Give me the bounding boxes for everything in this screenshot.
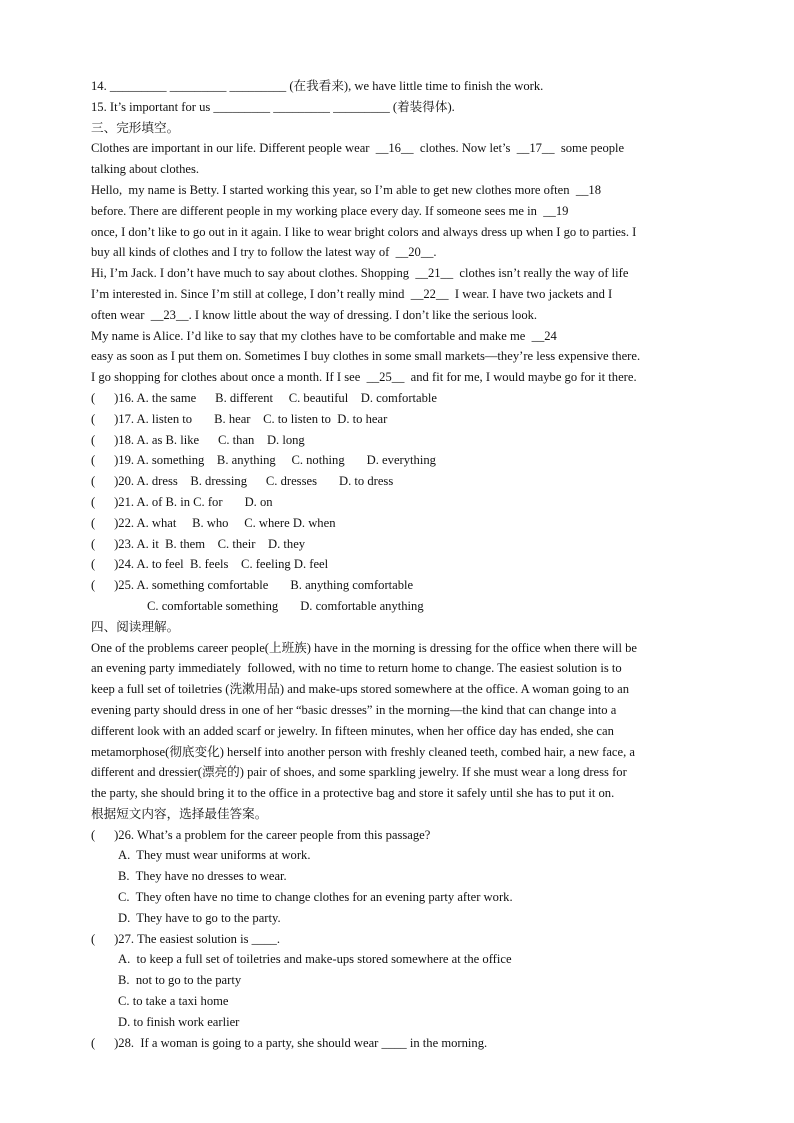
option-27b: B. not to go to the party: [118, 973, 242, 988]
cloze-question-20: ( )20. A. dress B. dressing C. dresses D. to dress: [91, 474, 394, 489]
cloze-section-heading: 三、完形填空。: [91, 120, 180, 135]
cloze-question-16: ( )16. A. the same B. different C. beautiful D. comfortable: [91, 390, 438, 405]
reading-question-28: ( )28. If a woman is going to a party, she should wear ____ in the morning.: [91, 1035, 488, 1050]
cloze-line: I go shopping for clothes about once a month. If I see __25__ and fit for me, I would maybe go for it there.: [91, 370, 637, 385]
reading-line: an evening party immediately followed, with no time to return home to change. The easiest solution is to: [91, 661, 622, 676]
reading-question-26: ( )26. What’s a problem for the career people from this passage?: [91, 827, 431, 842]
cloze-line: talking about clothes.: [91, 162, 200, 177]
cloze-question-22: ( )22. A. what B. who C. where D. when: [91, 515, 336, 530]
option-26d: D. They have to go to the party.: [118, 910, 281, 925]
reading-line: the party, she should bring it to the office in a protective bag and store it safely until she has to put it on.: [91, 786, 615, 801]
cloze-passage: [91, 138, 703, 388]
reading-line: keep a full set of toiletries (洗漱用品) and make-ups stored somewhere at the office. A woman going to an: [91, 682, 630, 697]
reading-line: metamorphose(彻底变化) herself into another person with freshly cleaned teeth, combed hair, a new face, a: [91, 744, 635, 759]
cloze-question-24: ( )24. A. to feel B. feels C. feeling D. feel: [91, 557, 329, 572]
cloze-question-21: ( )21. A. of B. in C. for D. on: [91, 494, 273, 509]
reading-line: One of the problems career people(上班族) have in the morning is dressing for the office when there will be: [91, 640, 638, 655]
cloze-line: once, I don’t like to go out in it again. I like to wear bright colors and always dress up when I go to parties. I: [91, 224, 637, 239]
option-27d: D. to finish work earlier: [118, 1014, 240, 1029]
cloze-line: My name is Alice. I’d like to say that my clothes have to be comfortable and make me __24: [91, 328, 557, 343]
reading-line: evening party should dress in one of her “basic dresses” in the morning—the kind that can change into a: [91, 702, 617, 717]
reading-question-27: ( )27. The easiest solution is ____.: [91, 931, 281, 946]
cloze-question-17: ( )17. A. listen to B. hear C. to listen to D. to hear: [91, 411, 388, 426]
exercise-item-15: 15. It’s important for us _________ _________ _________ (着装得体).: [91, 99, 455, 114]
cloze-question-19: ( )19. A. something B. anything C. nothing D. everything: [91, 453, 436, 468]
reading-section-heading: 四、阅读理解。: [91, 619, 180, 634]
option-26c: C. They often have no time to change clothes for an evening party after work.: [118, 890, 513, 905]
cloze-questions: [91, 388, 703, 617]
worksheet-page: [91, 76, 703, 1053]
cloze-line: Hello, my name is Betty. I started working this year, so I’m able to get new clothes more often __18: [91, 182, 602, 197]
option-27a: A. to keep a full set of toiletries and make-ups stored somewhere at the office: [118, 952, 512, 967]
cloze-question-23: ( )23. A. it B. them C. their D. they: [91, 536, 306, 551]
reading-line: different and dressier(漂亮的) pair of shoes, and some sparkling jewelry. If she must wear a long dress for: [91, 765, 627, 780]
reading-passage: [91, 638, 703, 804]
reading-instruction: 根据短文内容，选择最佳答案。: [91, 806, 268, 821]
cloze-line: easy as soon as I put them on. Sometimes I buy clothes in some small markets—they’re less expensive there.: [91, 349, 641, 364]
exercise-item-14: 14. _________ _________ _________ (在我看来), we have little time to finish the work.: [91, 79, 544, 93]
reading-line: different look with an added scarf or jewelry. In fifteen minutes, when her office day has ended, she can: [91, 723, 614, 738]
cloze-line: Clothes are important in our life. Different people wear __16__ clothes. Now let’s __17__ some people: [91, 141, 625, 156]
cloze-line: Hi, I’m Jack. I don’t have much to say about clothes. Shopping __21__ clothes isn’t really the way of life: [91, 266, 629, 281]
option-26b: B. They have no dresses to wear.: [118, 869, 287, 884]
cloze-question-18: ( )18. A. as B. like C. than D. long: [91, 432, 305, 447]
cloze-line: often wear __23__. I know little about the way of dressing. I don’t like the serious look.: [91, 307, 538, 322]
cloze-line: buy all kinds of clothes and I try to follow the latest way of __20__.: [91, 245, 437, 260]
cloze-line: before. There are different people in my working place every day. If someone sees me in __19: [91, 203, 569, 218]
cloze-question-25-continued: C. comfortable something D. comfortable anything: [147, 598, 424, 613]
cloze-question-25: ( )25. A. something comfortable B. anything comfortable: [91, 578, 414, 593]
option-27c: C. to take a taxi home: [118, 994, 229, 1009]
option-26a: A. They must wear uniforms at work.: [118, 848, 311, 863]
cloze-line: I’m interested in. Since I’m still at college, I don’t really mind __22__ I wear. I have two jackets and I: [91, 286, 613, 301]
